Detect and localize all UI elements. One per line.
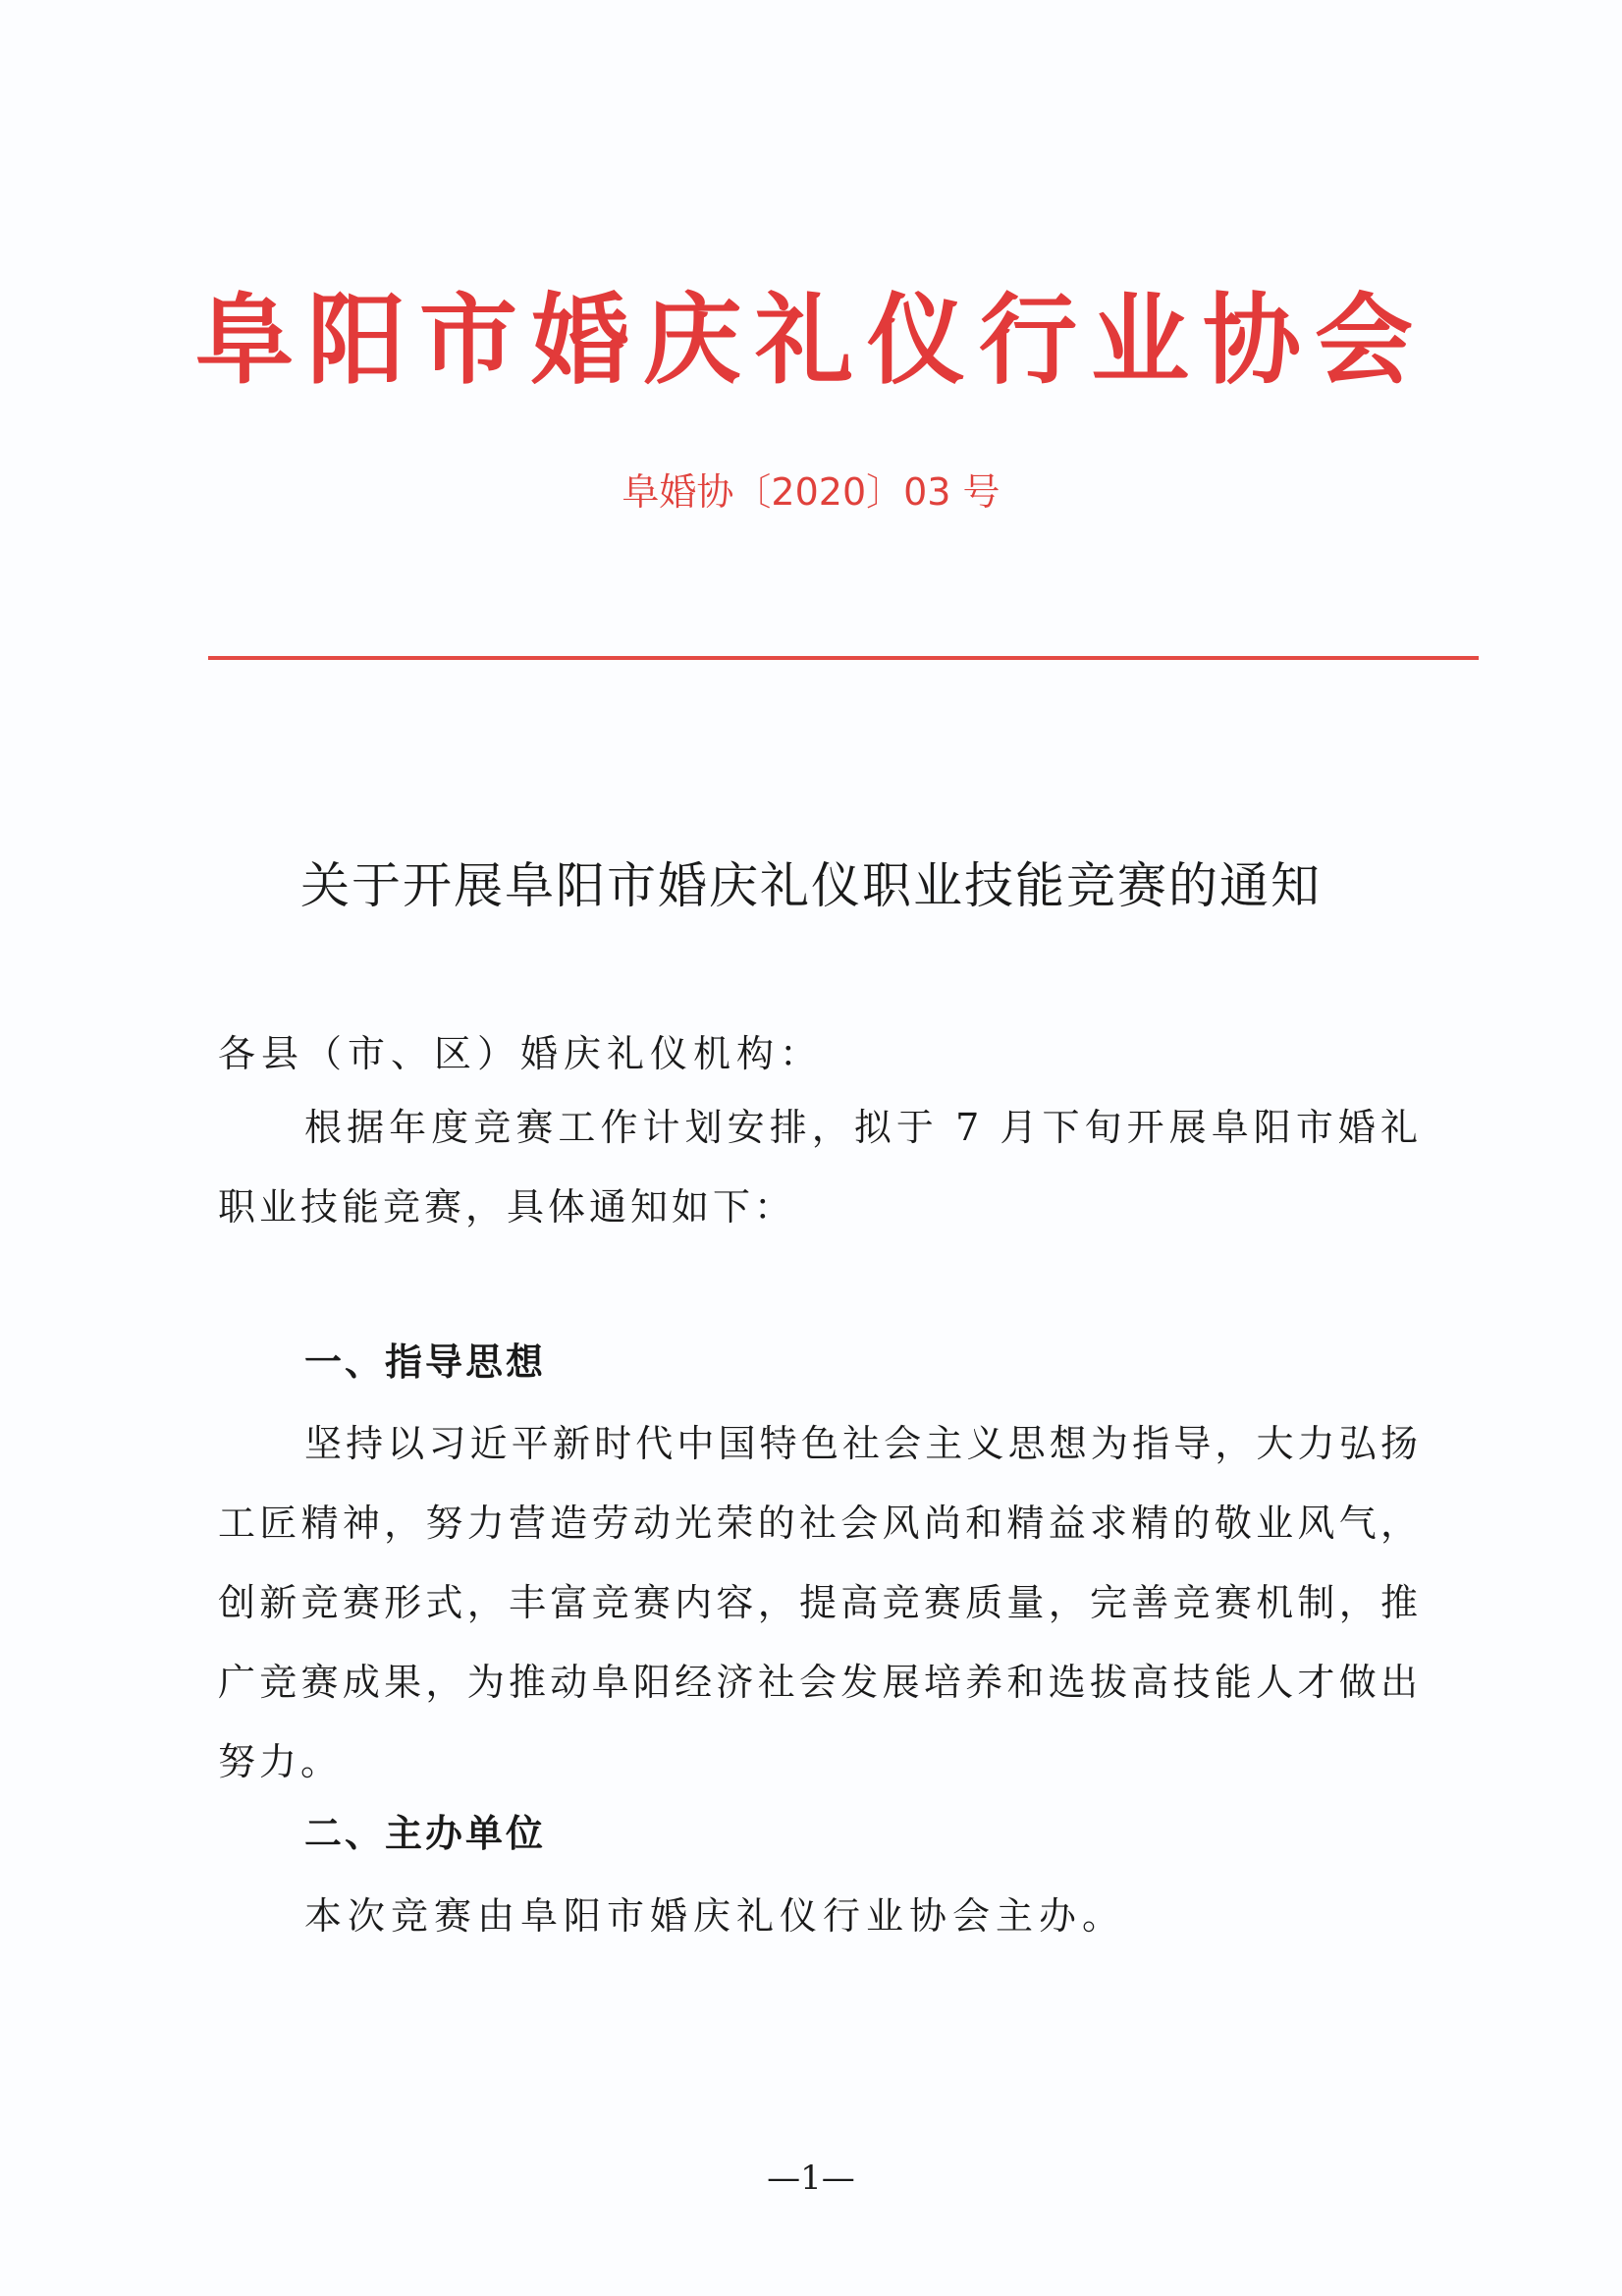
salutation: 各县（市、区）婚庆礼仪机构：	[218, 1032, 824, 1075]
section-body-guiding-ideology: 坚持以习近平新时代中国特色社会主义思想为指导，大力弘扬工匠精神，努力营造劳动光荣的社会风尚和精益求精的敬业风气，创新竞赛形式，丰富竞赛内容，提高竞赛质量，完善竞赛机制，推广竞赛成果，为推动阜阳经济社会发展培养和选拔高技能人才做出努力。	[218, 1422, 1422, 1783]
organization-name: 阜阳市婚庆礼仪行业协会	[195, 283, 1427, 398]
page-number: —1—	[767, 2159, 855, 2198]
section-body-organizer: 本次竞赛由阜阳市婚庆礼仪行业协会主办。	[304, 1894, 1126, 1938]
section-heading-organizer: 二、主办单位	[304, 1812, 547, 1855]
notice-title: 关于开展阜阳市婚庆礼仪职业技能竞赛的通知	[300, 857, 1322, 914]
section-heading-guiding-ideology: 一、指导思想	[304, 1340, 547, 1384]
document-number: 阜婚协〔2020〕03 号	[622, 470, 1000, 514]
red-divider	[208, 656, 1479, 660]
intro-paragraph: 根据年度竞赛工作计划安排，拟于 7 月下旬开展阜阳市婚礼职业技能竞赛，具体通知如下：	[218, 1106, 1422, 1229]
